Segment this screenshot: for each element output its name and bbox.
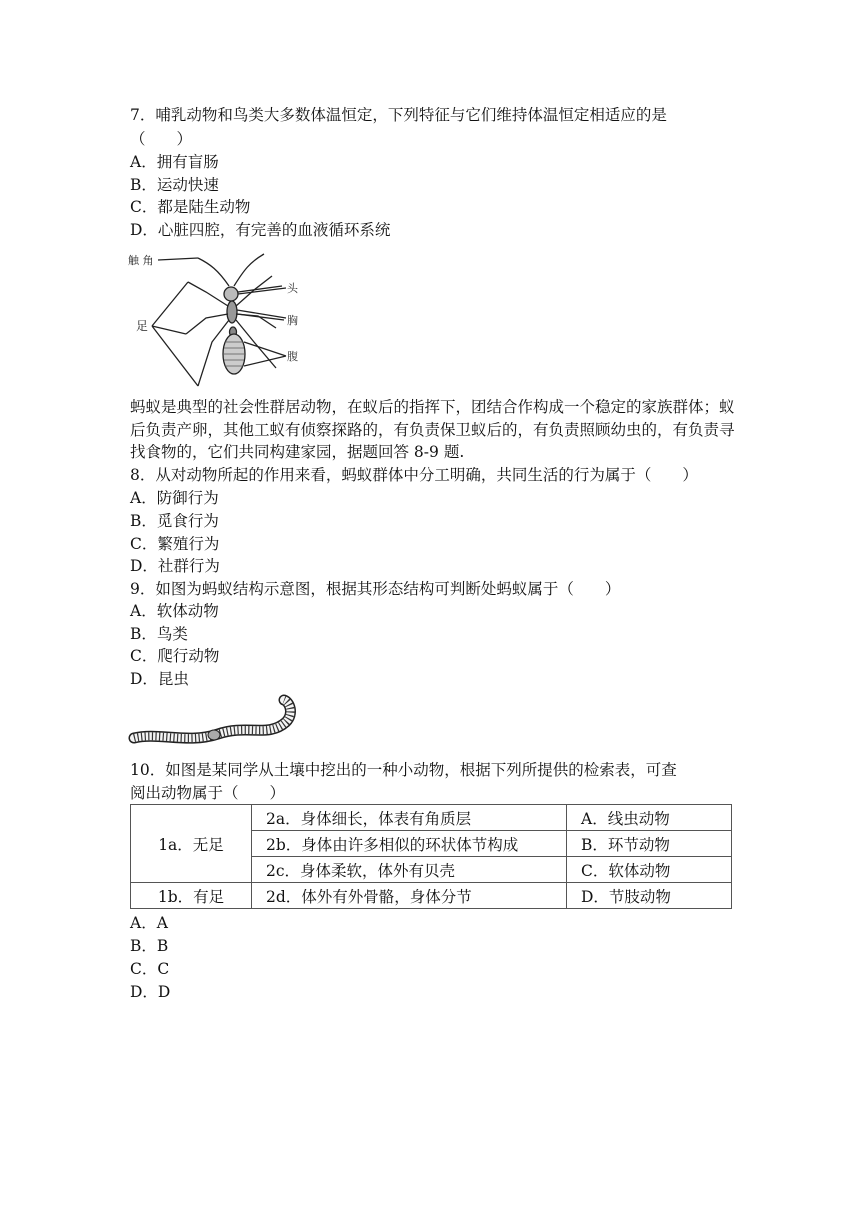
q8-option-c: C．繁殖行为 bbox=[130, 535, 220, 553]
key-2b-cell: 2b．身体由许多相似的环状体节构成 bbox=[252, 831, 567, 857]
q9-option-a: A．软体动物 bbox=[130, 602, 219, 620]
key-1a-cell: 1a．无足 bbox=[131, 805, 252, 883]
q7-option-b: B．运动快速 bbox=[130, 176, 219, 194]
q10-option-a: A．A bbox=[130, 914, 168, 932]
key-1b-cell: 1b．有足 bbox=[131, 883, 252, 909]
q7-stem-line1: 7．哺乳动物和鸟类大多数体温恒定，下列特征与它们维持体温恒定相适应的是 bbox=[130, 106, 667, 124]
label-head: 头 bbox=[287, 282, 298, 295]
label-antenna: 触 角 bbox=[128, 254, 154, 267]
q9-stem: 9．如图为蚂蚁结构示意图，根据其形态结构可判断处蚂蚁属于（ ） bbox=[130, 580, 621, 598]
q8-option-a: A．防御行为 bbox=[130, 489, 219, 507]
table-row bbox=[131, 883, 732, 909]
q7-option-a: A．拥有盲肠 bbox=[130, 153, 219, 171]
q10-stem-line2: 阅出动物属于（ ） bbox=[130, 784, 286, 802]
q10-option-d: D．D bbox=[130, 983, 171, 1001]
q9-option-c: C．爬行动物 bbox=[130, 647, 220, 665]
q8-option-d: D．社群行为 bbox=[130, 557, 220, 575]
table-row bbox=[131, 805, 732, 831]
key-2d-cell: 2d．体外有外骨骼，身体分节 bbox=[252, 883, 567, 909]
key-2c-cell: 2c．身体柔软，体外有贝壳 bbox=[252, 857, 567, 883]
passage-text: 蚂蚁是典型的社会性群居动物，在蚁后的指挥下，团结合作构成一个稳定的家族群体；蚁后负责产卵，其他工蚁有侦察探路的，有负责保卫蚁后的，有负责照顾幼虫的，有负责寻找食物的，它们共同构建家园，据题回答 8-9 题. bbox=[130, 398, 735, 461]
q8-option-b: B．觅食行为 bbox=[130, 512, 219, 530]
result-c-cell: C．软体动物 bbox=[567, 857, 732, 883]
label-abdomen: 腹 bbox=[287, 350, 298, 363]
q10-option-b: B．B bbox=[130, 937, 169, 955]
earthworm-figure bbox=[128, 694, 298, 754]
result-a-cell: A．线虫动物 bbox=[567, 805, 732, 831]
q9-option-d: D．昆虫 bbox=[130, 670, 189, 688]
result-b-cell: B．环节动物 bbox=[567, 831, 732, 857]
q9-option-b: B．鸟类 bbox=[130, 625, 188, 643]
q10-stem-line1: 10．如图是某同学从土壤中挖出的一种小动物，根据下列所提供的检索表，可查 bbox=[130, 761, 677, 779]
label-thorax: 胸 bbox=[287, 314, 298, 327]
q7-option-c: C．都是陆生动物 bbox=[130, 198, 251, 216]
key-2a-cell: 2a．身体细长，体表有角质层 bbox=[252, 805, 567, 831]
q7-option-d: D．心脏四腔，有完善的血液循环系统 bbox=[130, 221, 391, 239]
q8-stem: 8．从对动物所起的作用来看，蚂蚁群体中分工明确，共同生活的行为属于（ ） bbox=[130, 466, 698, 484]
label-foot: 足 bbox=[136, 319, 149, 333]
q10-option-c: C．C bbox=[130, 960, 170, 978]
classification-key-table bbox=[130, 804, 732, 909]
ant-structure-figure bbox=[126, 246, 306, 394]
result-d-cell: D．节肢动物 bbox=[567, 883, 732, 909]
q7-stem-line2: （ ） bbox=[130, 130, 193, 148]
